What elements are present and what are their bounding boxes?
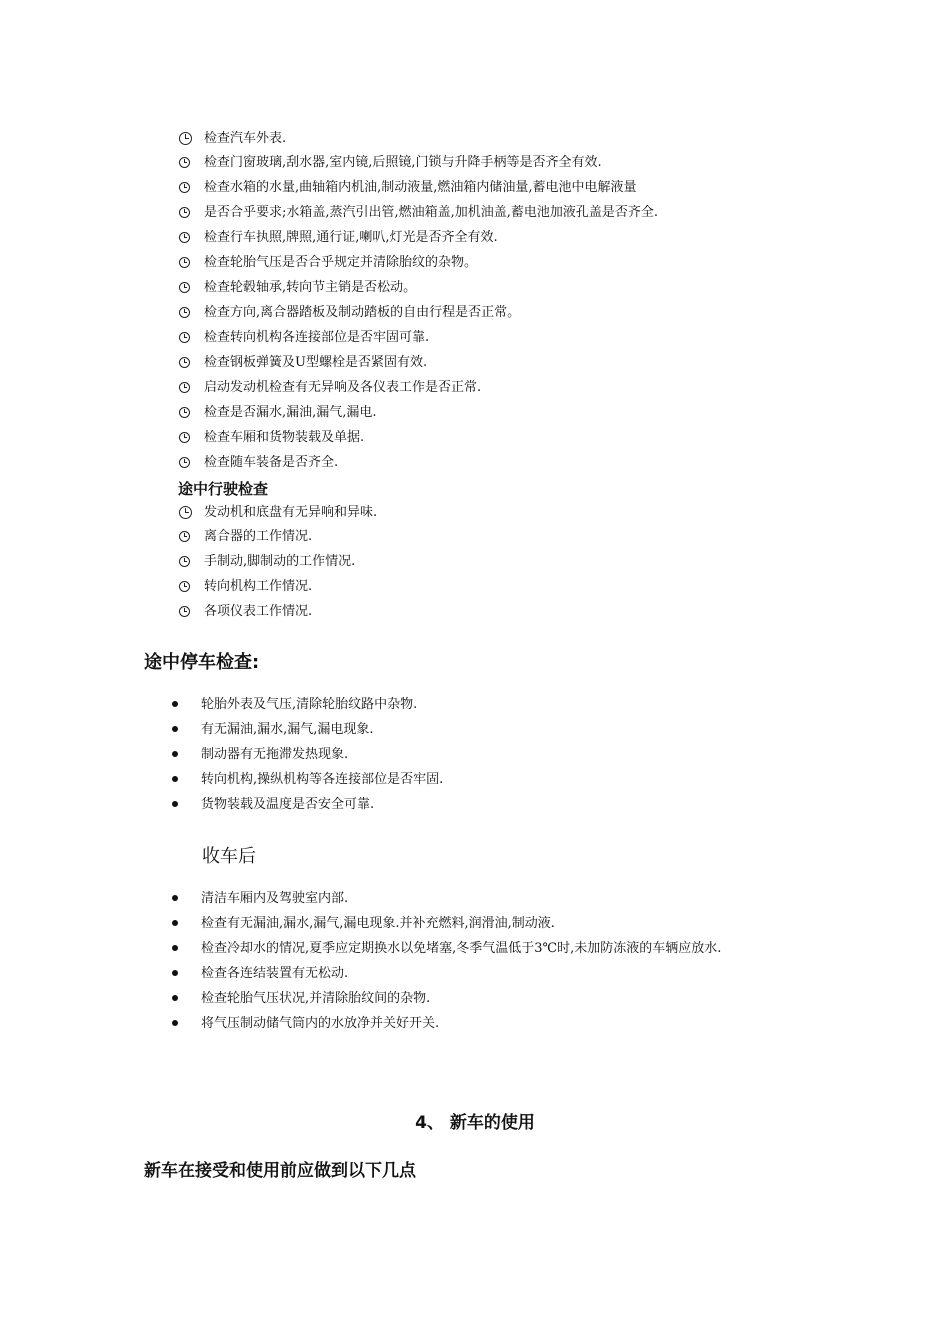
list-item: 检查轮毂轴承,转向节主销是否松动。 bbox=[204, 280, 417, 295]
list-item: 检查轮胎气压状况,并清除胎纹间的杂物. bbox=[201, 991, 431, 1006]
list-item: 转向机构工作情况. bbox=[204, 579, 313, 594]
list-item: 检查水箱的水量,曲轴箱内机油,制动液量,燃油箱内储油量,蓄电池中电解液量 bbox=[204, 180, 637, 195]
list-item: 检查冷却水的情况,夏季应定期换水以免堵塞,冬季气温低于3℃时,未加防冻液的车辆应放水. bbox=[201, 941, 722, 956]
stop-check-heading: 途中停车检查: bbox=[144, 652, 260, 673]
clock-bullet-icon bbox=[179, 157, 190, 168]
clock-bullet-icon bbox=[179, 382, 190, 393]
list-item: 检查是否漏水,漏油,漏气,漏电. bbox=[204, 405, 377, 420]
list-item: 清洁车厢内及驾驶室内部. bbox=[201, 891, 349, 906]
driving-check-heading: 途中行驶检查 bbox=[178, 480, 269, 498]
list-item: 将气压制动储气筒内的水放净并关好开关. bbox=[201, 1016, 440, 1031]
list-item: 手制动,脚制动的工作情况. bbox=[204, 554, 356, 569]
list-item: 货物装载及温度是否安全可靠. bbox=[201, 797, 375, 812]
clock-bullet-icon bbox=[179, 182, 190, 193]
clock-bullet-icon bbox=[179, 232, 190, 243]
list-item: 检查转向机构各连接部位是否牢固可靠. bbox=[204, 330, 430, 345]
clock-bullet-icon bbox=[179, 257, 190, 268]
bullet-icon bbox=[172, 920, 178, 926]
bullet-icon bbox=[172, 995, 178, 1001]
list-item: 检查轮胎气压是否合乎规定并清除胎纹的杂物。 bbox=[204, 255, 478, 270]
clock-bullet-icon bbox=[179, 506, 192, 519]
clock-bullet-icon bbox=[179, 282, 190, 293]
list-item: 各项仪表工作情况. bbox=[204, 604, 313, 619]
bullet-icon bbox=[172, 776, 178, 782]
after-return-heading: 收车后 bbox=[202, 846, 256, 867]
bullet-icon bbox=[172, 895, 178, 901]
clock-bullet-icon bbox=[179, 332, 190, 343]
section-title: 4、 新车的使用 bbox=[415, 1113, 535, 1133]
bullet-icon bbox=[172, 970, 178, 976]
list-item: 检查汽车外表. bbox=[204, 131, 287, 146]
list-item: 检查行车执照,牌照,通行证,喇叭,灯光是否齐全有效. bbox=[204, 230, 498, 245]
clock-bullet-icon bbox=[179, 606, 190, 617]
clock-bullet-icon bbox=[179, 132, 192, 145]
clock-bullet-icon bbox=[179, 357, 190, 368]
clock-bullet-icon bbox=[179, 207, 190, 218]
bullet-icon bbox=[172, 945, 178, 951]
bullet-icon bbox=[172, 801, 178, 807]
bullet-icon bbox=[172, 701, 178, 707]
list-item: 转向机构,操纵机构等各连接部位是否牢固. bbox=[201, 772, 444, 787]
list-item: 检查有无漏油,漏水,漏气,漏电现象.并补充燃料,润滑油,制动液. bbox=[201, 916, 555, 931]
clock-bullet-icon bbox=[179, 407, 190, 418]
list-item: 轮胎外表及气压,清除轮胎纹路中杂物. bbox=[201, 697, 418, 712]
list-item: 制动器有无拖滞发热现象. bbox=[201, 747, 349, 762]
list-item: 检查随车装备是否齐全. bbox=[204, 455, 339, 470]
list-item: 启动发动机检查有无异响及各仪表工作是否正常. bbox=[204, 380, 482, 395]
bullet-icon bbox=[172, 1020, 178, 1026]
bullet-icon bbox=[172, 751, 178, 757]
list-item: 是否合乎要求;水箱盖,蒸汽引出管,燃油箱盖,加机油盖,蓄电池加液孔盖是否齐全. bbox=[204, 205, 659, 220]
list-item: 检查各连结装置有无松动. bbox=[201, 966, 349, 981]
list-item: 检查车厢和货物装载及单据. bbox=[204, 430, 365, 445]
clock-bullet-icon bbox=[179, 581, 190, 592]
list-item: 离合器的工作情况. bbox=[204, 529, 313, 544]
section-subtitle: 新车在接受和使用前应做到以下几点 bbox=[144, 1161, 416, 1181]
list-item: 检查门窗玻璃,刮水器,室内镜,后照镜,门锁与升降手柄等是否齐全有效. bbox=[204, 155, 602, 170]
clock-bullet-icon bbox=[179, 457, 190, 468]
clock-bullet-icon bbox=[179, 432, 190, 443]
list-item: 有无漏油,漏水,漏气,漏电现象. bbox=[201, 722, 374, 737]
list-item: 发动机和底盘有无异响和异味. bbox=[204, 505, 378, 520]
clock-bullet-icon bbox=[179, 307, 190, 318]
bullet-icon bbox=[172, 726, 178, 732]
list-item: 检查钢板弹簧及U型螺栓是否紧固有效. bbox=[204, 355, 428, 370]
clock-bullet-icon bbox=[179, 531, 190, 542]
list-item: 检查方向,离合器踏板及制动踏板的自由行程是否正常。 bbox=[204, 305, 521, 320]
clock-bullet-icon bbox=[179, 556, 190, 567]
